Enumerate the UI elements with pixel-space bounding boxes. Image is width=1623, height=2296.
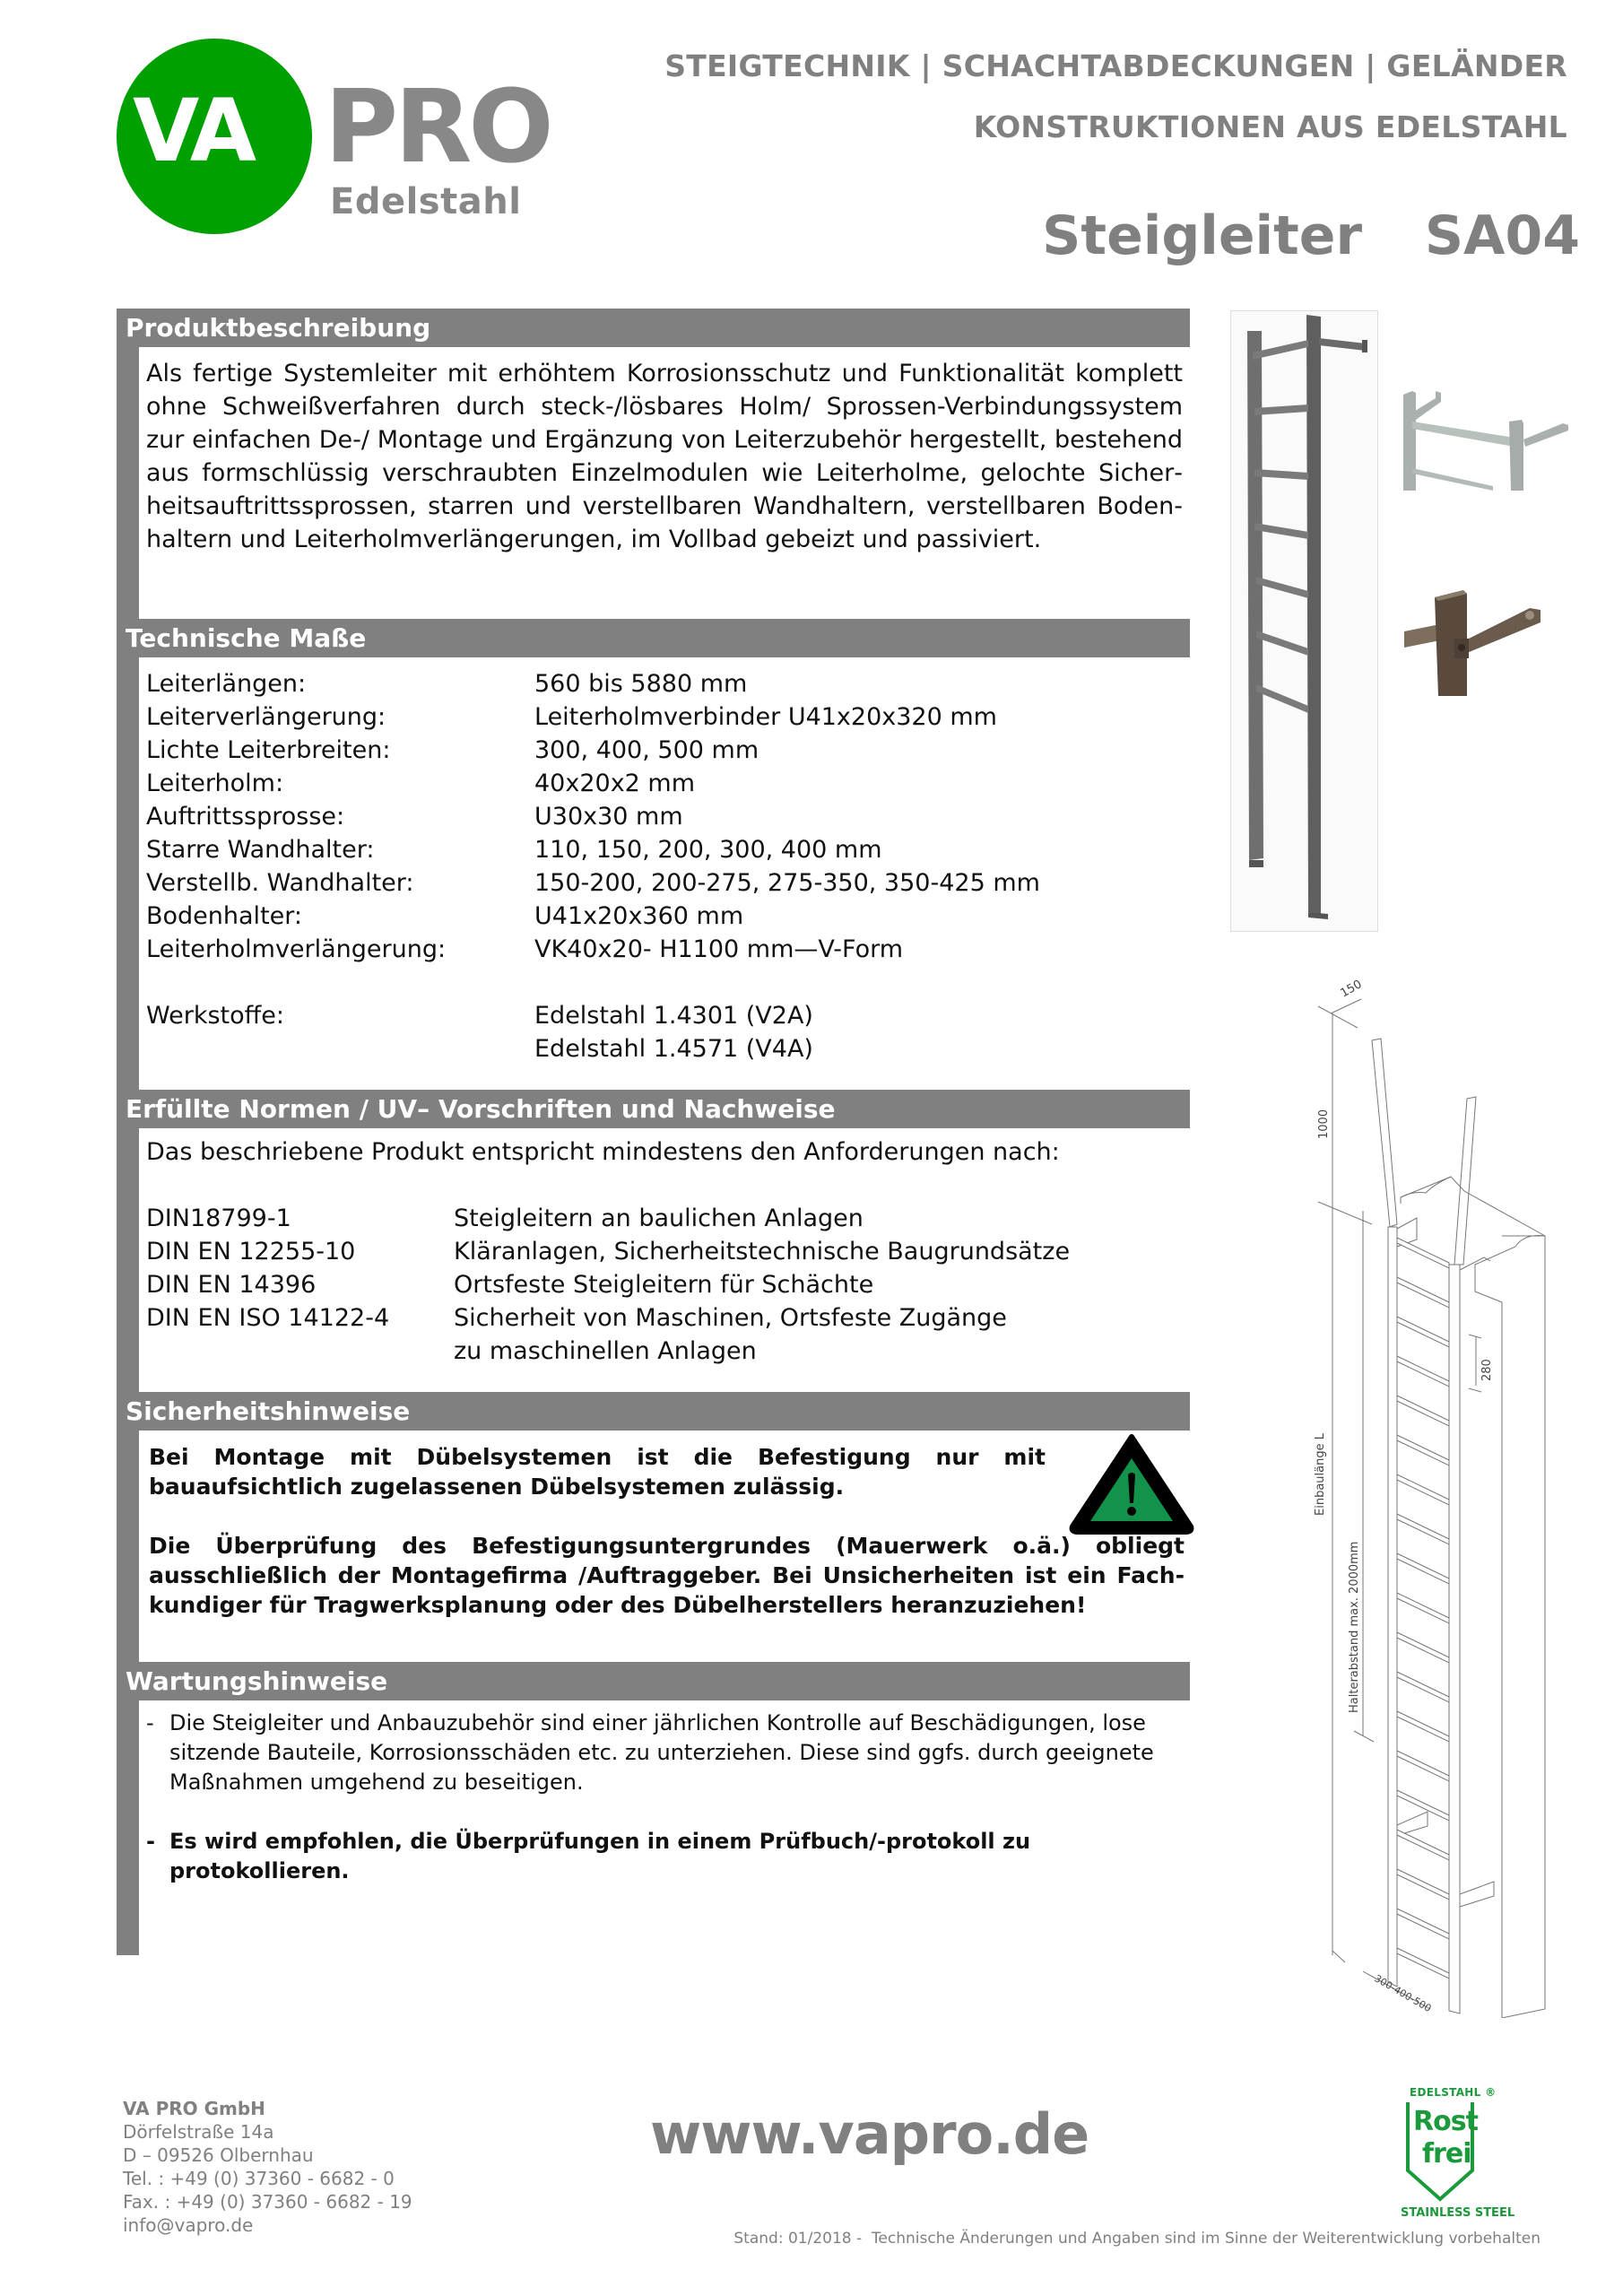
drawing-rung (1397, 1711, 1449, 1742)
section-header-maintenance: Wartungshinweise (117, 1662, 1190, 1700)
dim-extension-label: 1000 (1317, 1109, 1331, 1139)
materials-row (146, 999, 1040, 1065)
bullet-dash: - (146, 1710, 154, 1735)
maintenance-text: Die Steigleiter und Anbauzubehör sind einer jährlichen Kontrolle auf Beschädigungen, lose sitzende Bauteile, Korrosionsschäden etc. zu unterziehen. Diese sind ggfs. durch geeignete Maßnahmen umgehend zu beseitigen. (169, 1710, 1154, 1795)
section-header-dimensions: Technische Maße (117, 619, 1190, 657)
dimension-label: Auftrittssprosse: (146, 803, 345, 831)
drawing-rung (1397, 1790, 1449, 1821)
dimension-label: Leiterverlängerung: (146, 703, 386, 731)
ladder-photo (1230, 310, 1378, 932)
section-header-norms: Erfüllte Normen / UV– Vorschriften und Nachweise (117, 1090, 1190, 1128)
registered-mark: ® (1485, 2086, 1497, 2099)
website-link[interactable]: www.vapro.de (650, 2101, 1089, 2167)
drawing-rung (1397, 1514, 1449, 1544)
description-text: Als fertige Systemleiter mit erhöhtem Korrosionsschutz und Funktionalität komplett ohne Schweißverfahren durch steck-/lösbares Holm/ Sprossen-Verbindungssystem zur einfachen De-/ Montage und Ergänzung von Leiterzubehör hergestellt, bestehend aus formschlüssig verschraubten Einzelmodulen wie Leiterholme, gelochte Sicherheitsauftrittssprossen, starren und verstellbaren Wandhaltern, verstellbaren Bodenhaltern und Leiterholmverlängerungen, im Vollbad gebeizt und passiviert. (146, 360, 1183, 553)
norm-row (146, 1202, 1081, 1235)
maintenance-list (146, 1709, 1168, 1886)
dimension-row (146, 900, 1040, 933)
badge-word-rost: Rost (1413, 2106, 1478, 2137)
section-header-description: Produktbeschreibung (117, 309, 1190, 347)
dimension-value: U41x20x360 mm (534, 902, 744, 930)
dimension-value: 110, 150, 200, 300, 400 mm (534, 836, 882, 864)
phone: Tel. : +49 (0) 37360 - 6682 - 0 (123, 2168, 395, 2189)
dimension-label: Leiterlängen: (146, 670, 307, 698)
norm-id: DIN EN ISO 14122-4 (146, 1304, 390, 1332)
subline: KONSTRUKTIONEN AUS EDELSTAHL (973, 109, 1567, 144)
dimension-row (146, 767, 1040, 800)
wall-bracket-photo (1403, 387, 1583, 491)
materials-label: Werkstoffe: (146, 1002, 284, 1030)
company-name: VA PRO GmbH (123, 2098, 265, 2119)
drawing-rung (1397, 1593, 1449, 1623)
drawing-rung (1397, 1751, 1449, 1781)
norm-row (146, 1301, 1081, 1368)
drawing-rung (1397, 1869, 1449, 1900)
bullet-dash: - (146, 1829, 155, 1854)
norm-id: DIN EN 14396 (146, 1271, 317, 1299)
drawing-rung (1397, 1553, 1449, 1584)
footer-address (123, 2097, 412, 2237)
logo-name: PRO (325, 69, 551, 186)
norm-id: DIN EN 12255-10 (146, 1238, 356, 1265)
technical-drawing (1291, 978, 1596, 2018)
dimension-row (146, 667, 1040, 700)
norm-description: Steigleitern an baulichen Anlagen (454, 1205, 864, 1232)
product-title: Steigleiter SA04 (1042, 204, 1580, 267)
dimension-label: Lichte Leiterbreiten: (146, 736, 391, 764)
section-header-safety: Sicherheitshinweise (117, 1392, 1190, 1431)
dimension-row (146, 700, 1040, 734)
norm-description: Sicherheit von Maschinen, Ortsfeste Zugänge zu maschinellen Anlagen (454, 1304, 1007, 1365)
norm-row (146, 1268, 1081, 1301)
dimension-value: U30x30 mm (534, 803, 683, 831)
holder-distance-label: Halterabstand max. 2000mm (1348, 1541, 1361, 1713)
drawing-rung (1397, 1672, 1449, 1702)
badge-word-frei: frei (1422, 2138, 1471, 2170)
dimension-value: 40x20x2 mm (534, 770, 696, 797)
norms-table (146, 1202, 1081, 1368)
street: Dörfelstraße 14a (123, 2121, 274, 2143)
maintenance-text: Es wird empfohlen, die Überprüfungen in einem Prüfbuch/-protokoll zu protokollieren. (169, 1829, 1031, 1883)
section-frame-bar (117, 309, 139, 1955)
drawing-rung (1397, 1948, 1449, 1979)
norm-description: Ortsfeste Steigleitern für Schächte (454, 1271, 874, 1299)
drawing-rung (1397, 1830, 1449, 1860)
dimension-label: Starre Wandhalter: (146, 836, 375, 864)
drawing-rung (1397, 1474, 1449, 1505)
dimension-value: 150-200, 200-275, 275-350, 350-425 mm (534, 869, 1040, 897)
fax: Fax. : +49 (0) 37360 - 6682 - 19 (123, 2191, 412, 2213)
dimension-label: Leiterholm: (146, 770, 284, 797)
city: D – 09526 Olbernhau (123, 2144, 314, 2166)
adjustable-bracket-photo (1404, 588, 1566, 696)
material-value: Edelstahl 1.4301 (V2A) (534, 1002, 813, 1030)
norm-row (146, 1235, 1081, 1268)
dimension-label: Leiterholmverlängerung: (146, 935, 447, 963)
revision-note: Stand: 01/2018 - Technische Änderungen und Angaben sind im Sinne der Weiterentwicklung vorbehalten (733, 2230, 1541, 2248)
drawing-rung (1397, 1396, 1449, 1426)
length-label: Einbaulänge L (1314, 1433, 1327, 1516)
dimension-label: Verstellb. Wandhalter: (146, 869, 414, 897)
badge-top-label: EDELSTAHL (1410, 2086, 1481, 2099)
email-link[interactable]: info@vapro.de (123, 2214, 254, 2236)
badge-top-text (1410, 2086, 1496, 2099)
dimension-value: 560 bis 5880 mm (534, 670, 748, 698)
dimension-value: VK40x20- H1100 mm—V-Form (534, 935, 904, 963)
safety-paragraph: Die Überprüfung des Befestigungsuntergrundes (Mauerwerk o.ä.) obliegt ausschließlich der Montagefirma /Auftraggeber. Bei Unsicherheiten ist ein Fachkundiger für Tragwerksplanung oder des Dübelherstellers heranzuziehen! (149, 1533, 1185, 1618)
dim-rung-label: 280 (1480, 1359, 1494, 1381)
warning-triangle-icon (1067, 1431, 1196, 1535)
maintenance-item (146, 1827, 1088, 1886)
material-value: Edelstahl 1.4571 (V4A) (534, 1035, 813, 1063)
drawing-rung (1397, 1277, 1449, 1308)
drawing-rung (1397, 1317, 1449, 1347)
badge-bottom-text: STAINLESS STEEL (1401, 2206, 1515, 2220)
dimension-row (146, 833, 1040, 866)
dimensions-table (146, 667, 1040, 1065)
maintenance-item (146, 1709, 1168, 1797)
norm-description: Kläranlagen, Sicherheitstechnische Baugrundsätze (454, 1238, 1071, 1265)
dimension-row (146, 800, 1040, 833)
dim-top-label: 150 (1338, 978, 1365, 1001)
drawing-rung (1397, 1435, 1449, 1465)
drawing-rung (1397, 1632, 1449, 1663)
logo-subtitle: Edelstahl (330, 181, 522, 222)
logo-mark: VA (133, 81, 254, 181)
dimension-row (146, 933, 1040, 966)
safety-text (149, 1442, 1185, 1620)
width-label: 300-400-500 (1372, 1972, 1434, 2015)
norm-id: DIN18799-1 (146, 1205, 291, 1232)
dimension-row (146, 866, 1040, 900)
dimension-value: Leiterholmverbinder U41x20x320 mm (534, 703, 997, 731)
dimension-value: 300, 400, 500 mm (534, 736, 759, 764)
dimension-row (146, 734, 1040, 767)
drawing-rung (1397, 1238, 1449, 1268)
drawing-rung (1397, 1909, 1449, 1939)
drawing-rung (1397, 1356, 1449, 1387)
dimension-label: Bodenhalter: (146, 902, 302, 930)
safety-paragraph: Bei Montage mit Dübelsystemen ist die Befestigung nur mit bauaufsichtlich zugelassenen Dübelsystemen zulässig. (149, 1444, 1046, 1500)
category-line: STEIGTECHNIK | SCHACHTABDECKUNGEN | GELÄNDER (664, 48, 1567, 83)
norms-intro: Das beschriebene Produkt entspricht mindestens den Anforderungen nach: (146, 1138, 1060, 1166)
